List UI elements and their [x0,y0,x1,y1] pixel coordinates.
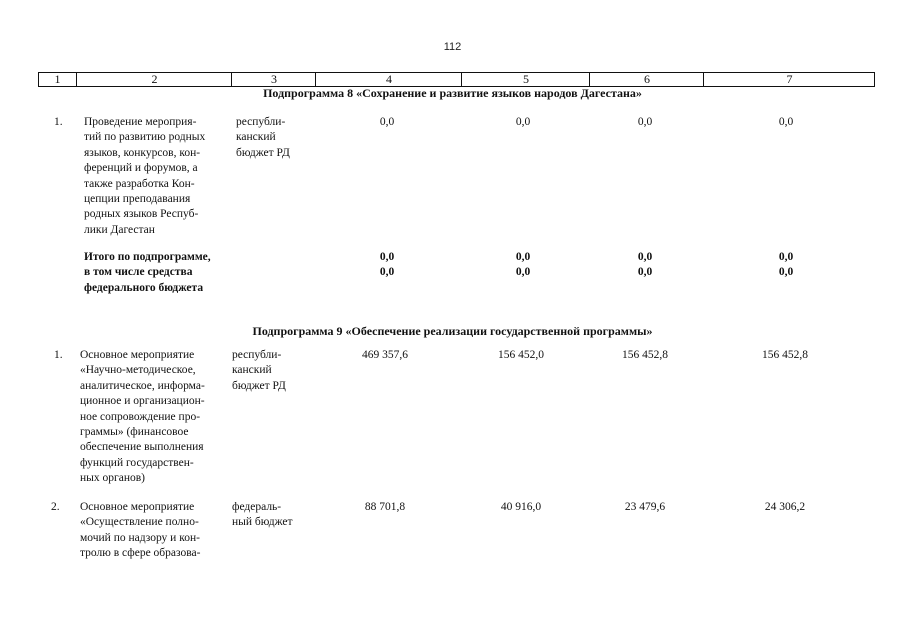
section-title-subprogram-8: Подпрограмма 8 «Сохранение и развитие языков народов Дагестана» [263,86,642,100]
row-number: 1. [54,116,63,128]
value-col-5: 156 452,0 [498,349,544,361]
row-number: 2. [51,501,60,513]
funding-source: республи- канский бюджет РД [232,349,286,392]
value-col-4: 469 357,6 [362,349,408,361]
subtotal-col-4: 0,0 0,0 [379,251,395,279]
value-col-5: 0,0 [515,116,531,128]
header-col-1: 1 [54,72,61,86]
value-col-7: 156 452,8 [762,349,808,361]
value-col-7: 24 306,2 [764,501,806,513]
table-header-row [38,72,875,87]
header-col-3: 3 [231,73,316,86]
value-col-6: 156 452,8 [622,349,668,361]
value-col-6: 23 479,6 [624,501,666,513]
value-col-5: 40 916,0 [500,501,542,513]
activity-name: Проведение мероприя- тий по развитию родных языков, конкурсов, кон- ференций и форумов, а также разработка Кон- цепции преподавания родных языков Респуб- лики Дагестан [84,116,206,236]
header-col-4: 4 [315,73,462,86]
subtotal-label: Итого по подпрограмме, в том числе средства федерального бюджета [84,251,211,294]
activity-name: Основное мероприятие «Осуществление полно- мочий по надзору и кон- тролю в сфере образова- [80,501,201,560]
subtotal-col-5: 0,0 0,0 [515,251,531,279]
value-col-7: 0,0 [778,116,794,128]
subtotal-col-7: 0,0 0,0 [778,251,794,279]
subtotal-col-6: 0,0 0,0 [637,251,653,279]
value-col-4: 0,0 [379,116,395,128]
value-col-4: 88 701,8 [364,501,406,513]
row-number: 1. [54,349,63,361]
activity-name: Основное мероприятие «Научно-методическое, аналитическое, информа- ционное и организацион- ное сопровождение про- граммы» (финансовое обеспечение выполнения функций государствен- ных органов) [80,349,205,485]
value-col-6: 0,0 [637,116,653,128]
funding-source: республи- канский бюджет РД [236,116,290,159]
funding-source: федераль- ный бюджет [232,501,293,529]
header-col-6: 6 [589,73,704,86]
page-number: 112 [443,41,462,53]
header-col-7: 7 [703,73,875,86]
section-title-subprogram-9: Подпрограмма 9 «Обеспечение реализации государственной программы» [252,324,653,338]
header-col-5: 5 [461,73,590,86]
header-col-2: 2 [76,73,232,86]
